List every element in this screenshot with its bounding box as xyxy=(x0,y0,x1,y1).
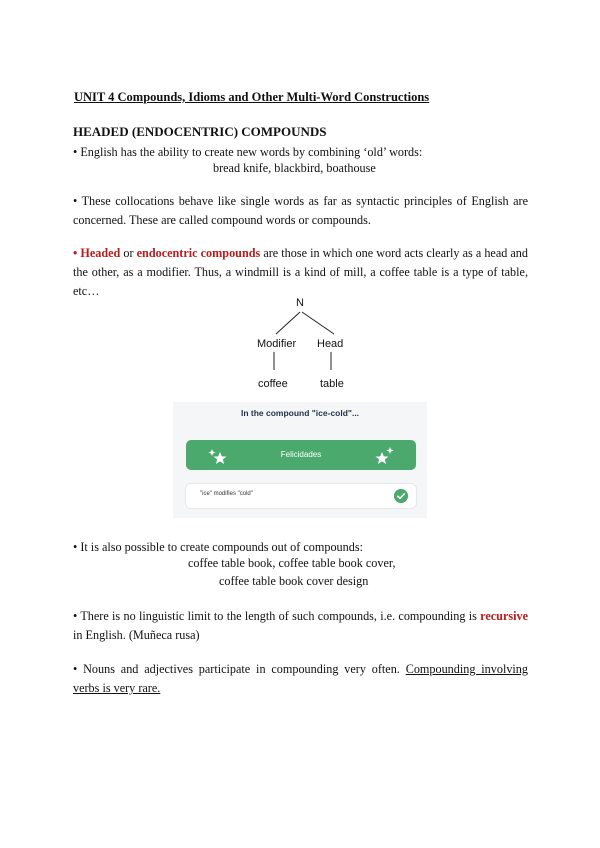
bullet-5-text: • There is no linguistic limit to the length of such compounds, i.e. compounding is xyxy=(73,609,481,623)
bullet-1: • English has the ability to create new words by combining ‘old’ words: xyxy=(73,145,423,159)
branch-left xyxy=(276,312,300,334)
bullet-6-underlined: Compounding involving verbs is very rare. xyxy=(73,662,528,695)
bullet-4-line-1: coffee table book, coffee table book cover, xyxy=(188,556,396,570)
bullet-3-or: or xyxy=(120,246,137,260)
banner-label: Felicidades xyxy=(280,450,322,459)
bullet-3 xyxy=(73,244,528,301)
bullet-1-examples: bread knife, blackbird, boathouse xyxy=(213,161,376,175)
bullet-6 xyxy=(73,660,528,698)
answer-text: "ice" modifies "cold" xyxy=(200,491,253,497)
sparkle-star-icon xyxy=(372,446,394,466)
tree-modifier-node: Modifier xyxy=(257,338,297,350)
answer-option[interactable] xyxy=(186,484,416,508)
quiz-card xyxy=(173,402,427,518)
bullet-6-text: • Nouns and adjectives participate in compounding very often. xyxy=(73,662,406,676)
sparkle-star-icon xyxy=(208,446,230,466)
bullet-3-prefix: • xyxy=(73,246,81,260)
tree-root: N xyxy=(296,297,304,309)
bullet-4-line-2: coffee table book cover design xyxy=(219,574,369,588)
branch-right xyxy=(302,312,334,334)
document-title: UNIT 4 Compounds, Idioms and Other Multi-Word Constructions xyxy=(74,90,430,104)
tree-leaf-table: table xyxy=(320,378,344,390)
tree-leaf-coffee: coffee xyxy=(258,378,288,390)
check-circle-icon xyxy=(394,489,408,503)
section-heading: HEADED (ENDOCENTRIC) COMPOUNDS xyxy=(73,124,327,139)
bullet-5-rest: in English. (Muñeca rusa) xyxy=(73,628,200,642)
tree-head-node: Head xyxy=(317,338,344,350)
term-headed: Headed xyxy=(80,246,121,260)
bullet-3-rest: are those in which one word acts clearly as a head and the other, as a modifier. Thus, a windmill is a kind of mill, a coffee table is a type of table, etc… xyxy=(73,246,528,298)
term-endocentric-compounds: endocentric compounds xyxy=(136,246,261,260)
success-banner xyxy=(186,440,416,470)
bullet-5 xyxy=(73,607,528,645)
term-recursive: recursive xyxy=(480,609,528,623)
tree-diagram xyxy=(248,296,358,396)
quiz-question: In the compound "ice-cold"... xyxy=(240,408,360,418)
bullet-4: • It is also possible to create compounds out of compounds: xyxy=(73,540,363,554)
bullet-2: • These collocations behave like single words as far as syntactic principles of English are concerned. These are called compound words or compounds. xyxy=(73,194,528,227)
